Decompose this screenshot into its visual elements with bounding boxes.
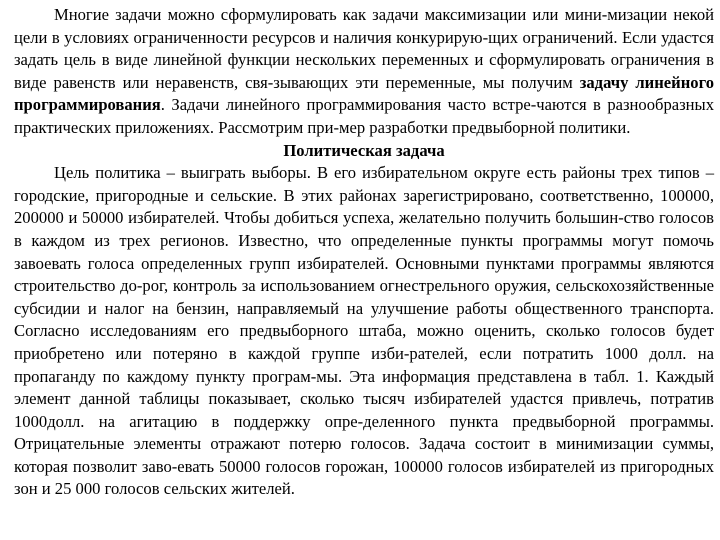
intro-bold-term: задачу линейного программирования: [14, 72, 715, 115]
section-title: Политическая задача: [283, 140, 445, 160]
intro-text-part1: Многие задачи можно сформулировать как задачи максимизации или мини-мизации некой цели в условиях ограниченности ресурсов и наличия конкурирую-щих ограничений. Если удастся задать цель в виде линейной функции нескольких переменных и сформулировать ограничения в виде равенств или неравенств, свя-зывающих эти переменные, мы получим: [14, 5, 714, 92]
body-paragraph: Цель политика – выиграть выборы. В его избирательном округе есть районы трех типов – городские, пригородные и сельские. В этих районах зарегистрировано, соответственно, 100000, 200000 и 50000 избирателей. Чтобы добиться успеха, желательно получить большин-ство голосов в каждом из трех регионов. Известно, что определенные пункты программы могут помочь завоевать голоса определенных групп избирателей. Основными пунктами программы являются строительство до-рог, контроль за использованием огнестрельного оружия, сельскохозяйственные субсидии и налог на бензин, направляемый на улучшение работы общественного транспорта. Согласно исследованиям его предвыборного штаба, можно оценить, сколько голосов будет приобретено или потеряно в каждой группе изби-рателей, если потратить 1000 долл. на пропаганду по каждому пункту програм-мы. Эта информация представлена в табл. 1. Каждый элемент данной таблицы показывает, сколько тысяч избирателей удастся привлечь, потратив 1000долл. на агитацию в поддержку опре-деленного пункта предвыборной программы. Отрицательные элементы отражают потерю голосов. Задача состоит в минимизации суммы, которая позволит заво-евать 50000 голосов горожан, 100000 голосов избирателей из пригородных зон и 25 000 голосов сельских жителей.: [14, 163, 714, 499]
intro-paragraph: [14, 4, 714, 140]
intro-text-part2: . Задачи линейного программирования часто встре-чаются в разнообразных практических приложениях. Рассмотрим при-мер разработки предвыборной политики.: [14, 95, 714, 137]
